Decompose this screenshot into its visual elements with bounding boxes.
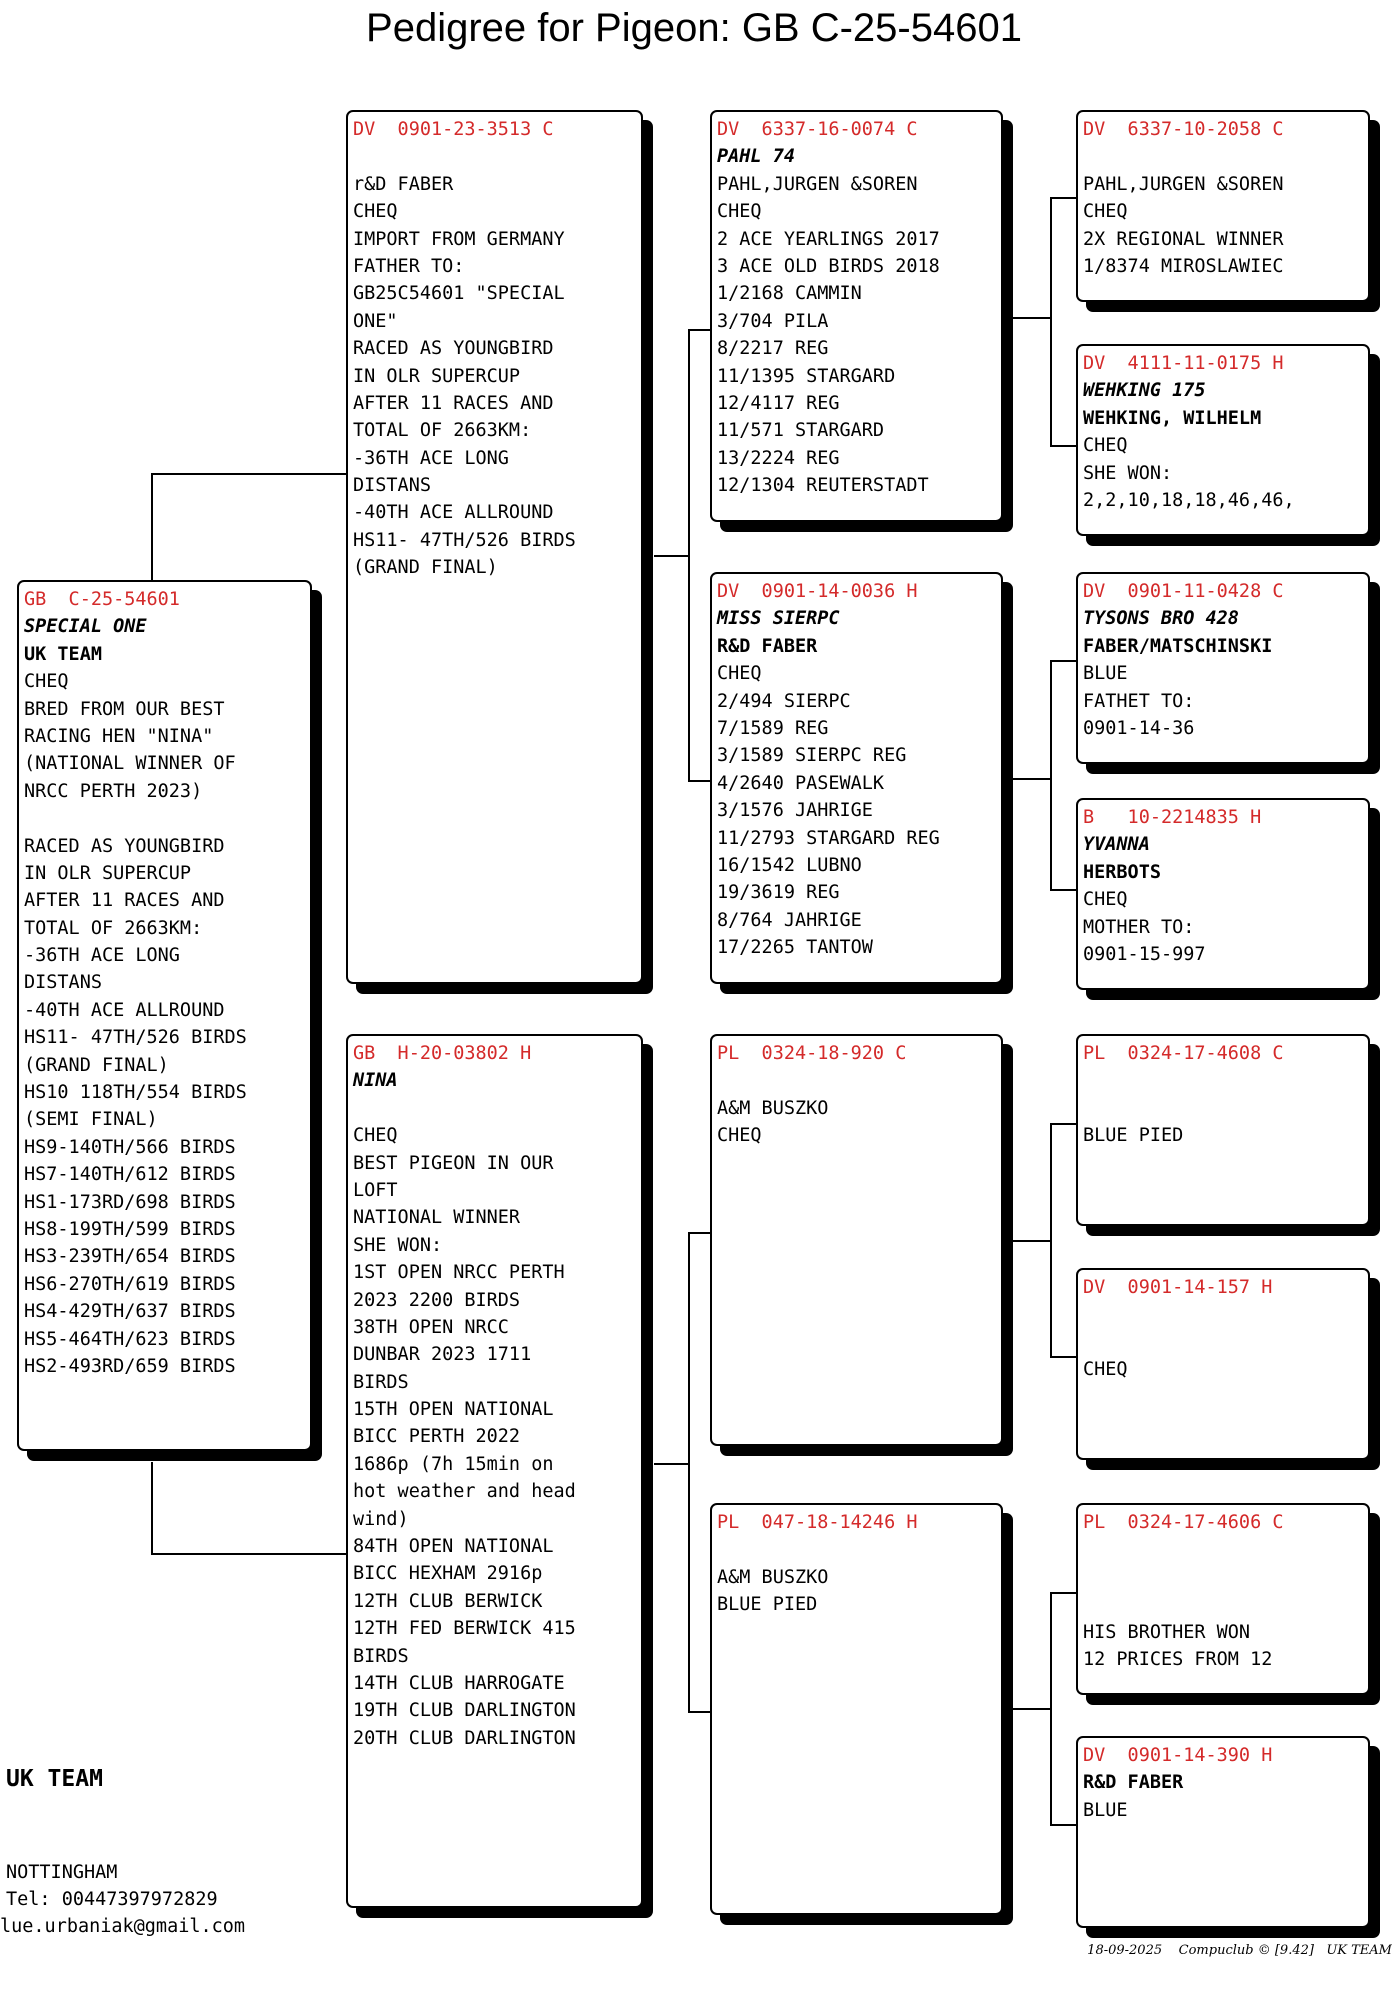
pigeon-card-dam-sire <box>710 1034 1003 1446</box>
footer-credit: 18-09-2025 Compuclub © [9.42] UK TEAM <box>1087 1943 1392 1958</box>
ring-number: DV 0901-14-390 H <box>1083 1745 1273 1766</box>
info-line: 16/1542 LUBNO <box>717 854 862 876</box>
info-line: 12/4117 REG <box>717 392 840 414</box>
connector <box>1050 1356 1076 1358</box>
info-line: IMPORT FROM GERMANY <box>353 228 565 250</box>
info-line: 38TH OPEN NRCC <box>353 1316 509 1338</box>
info-line: RACING HEN "NINA" <box>24 725 214 747</box>
info-line: HS5-464TH/623 BIRDS <box>24 1328 236 1350</box>
info-line: CHEQ <box>1083 889 1128 911</box>
info-line: SHE WON: <box>1083 462 1173 484</box>
info-line: 0901-15-997 <box>1083 943 1206 965</box>
connector <box>1050 1123 1076 1125</box>
connector <box>654 1463 688 1465</box>
info-line: DUNBAR 2023 1711 <box>353 1344 532 1366</box>
info-line: -36TH ACE LONG <box>353 447 509 469</box>
connector <box>1050 1592 1052 1825</box>
ring-number: GB H-20-03802 H <box>353 1043 532 1064</box>
pigeon-card-sds <box>1076 572 1370 764</box>
connector <box>1013 317 1050 319</box>
info-line: CHEQ <box>717 201 762 223</box>
info-line: HS11- 47TH/526 BIRDS <box>24 1027 247 1049</box>
connector <box>1050 197 1052 446</box>
breeder: R&D FABER <box>717 635 818 657</box>
info-line: HS9-140TH/566 BIRDS <box>24 1136 236 1158</box>
info-line: -36TH ACE LONG <box>24 945 180 967</box>
pigeon-card-dss <box>1076 1034 1370 1226</box>
info-line: 11/571 STARGARD <box>717 420 885 442</box>
info-line: BEST PIGEON IN OUR <box>353 1152 554 1174</box>
connector <box>688 780 710 782</box>
connector <box>151 1553 346 1555</box>
info-line: 3/1576 JAHRIGE <box>717 800 873 822</box>
connector <box>1050 1824 1076 1826</box>
connector <box>1050 660 1076 662</box>
info-line: HS10 118TH/554 BIRDS <box>24 1082 247 1104</box>
info-line: HS3-239TH/654 BIRDS <box>24 1246 236 1268</box>
info-line: BLUE <box>1083 1799 1128 1821</box>
ring-number: PL 0324-18-920 C <box>717 1043 907 1064</box>
info-line: IN OLR SUPERCUP <box>24 862 192 884</box>
info-line: CHEQ <box>353 1125 398 1147</box>
connector <box>688 329 710 331</box>
pigeon-card-sdd <box>1076 798 1370 990</box>
info-line: NRCC PERTH 2023) <box>24 780 203 802</box>
info-line: wind) <box>353 1508 409 1530</box>
breeder: HERBOTS <box>1083 861 1161 883</box>
info-line: BIRDS <box>353 1645 409 1667</box>
page-title: Pedigree for Pigeon: GB C-25-54601 <box>366 6 1022 50</box>
info-line: CHEQ <box>353 201 398 223</box>
info-line <box>717 1067 996 1094</box>
info-line: (GRAND FINAL) <box>353 557 498 579</box>
info-line: 12/1304 REUTERSTADT <box>717 475 929 497</box>
info-line: 1/2168 CAMMIN <box>717 283 862 305</box>
info-line: HS11- 47TH/526 BIRDS <box>353 529 576 551</box>
info-line: hot weather and head <box>353 1481 576 1503</box>
connector <box>688 1232 710 1234</box>
info-line: -40TH ACE ALLROUND <box>24 999 225 1021</box>
info-line: 12 PRICES FROM 12 <box>1083 1648 1273 1670</box>
pigeon-name: TYSONS BRO 428 <box>1083 608 1239 630</box>
info-line <box>353 143 636 170</box>
info-line <box>1083 1095 1363 1122</box>
connector <box>688 329 690 781</box>
pigeon-name: WEHKING 175 <box>1083 380 1206 402</box>
connector <box>1050 197 1076 199</box>
info-line: TOTAL OF 2663KM: <box>24 917 203 939</box>
pigeon-card-dsd <box>1076 1268 1370 1460</box>
pigeon-name: MISS SIERPC <box>717 608 840 630</box>
info-line: BICC PERTH 2022 <box>353 1426 521 1448</box>
ring-number: DV 6337-16-0074 C <box>717 119 918 140</box>
info-line: 12TH FED BERWICK 415 <box>353 1618 576 1640</box>
connector <box>688 1232 690 1712</box>
info-line: IN OLR SUPERCUP <box>353 365 521 387</box>
pigeon-card-sss <box>1076 110 1370 302</box>
info-line: 0901-14-36 <box>1083 717 1195 739</box>
connector <box>1013 778 1050 780</box>
pigeon-name: YVANNA <box>1083 834 1150 856</box>
info-line: ONE" <box>353 310 398 332</box>
info-line <box>1083 1067 1363 1094</box>
info-line: 14TH CLUB HARROGATE <box>353 1672 565 1694</box>
info-line: (SEMI FINAL) <box>24 1109 158 1131</box>
info-line: (GRAND FINAL) <box>24 1054 169 1076</box>
ring-number: DV 4111-11-0175 H <box>1083 353 1284 374</box>
info-line: CHEQ <box>1083 1359 1128 1381</box>
connector <box>1050 889 1076 891</box>
connector <box>1050 445 1076 447</box>
info-line: BICC HEXHAM 2916p <box>353 1563 543 1585</box>
info-line: PAHL,JURGEN &SOREN <box>717 173 918 195</box>
info-line: CHEQ <box>717 1125 762 1147</box>
info-line: RACED AS YOUNGBIRD <box>353 338 554 360</box>
info-line: 2/494 SIERPC <box>717 690 851 712</box>
info-line: DISTANS <box>24 972 102 994</box>
info-line: FATHER TO: <box>353 255 465 277</box>
info-line: 13/2224 REG <box>717 447 840 469</box>
info-line: 3/704 PILA <box>717 310 829 332</box>
info-line <box>1083 1536 1363 1563</box>
info-line: 1ST OPEN NRCC PERTH <box>353 1262 565 1284</box>
info-line: NATIONAL WINNER <box>353 1207 521 1229</box>
info-line <box>1083 1301 1363 1328</box>
info-line <box>1083 1591 1363 1618</box>
owner-name: UK TEAM <box>6 1766 103 1792</box>
info-line: RACED AS YOUNGBIRD <box>24 835 225 857</box>
info-line <box>24 805 305 832</box>
info-line: 1/8374 MIROSLAWIEC <box>1083 255 1284 277</box>
connector <box>1050 1592 1076 1594</box>
pigeon-name: PAHL 74 <box>717 146 795 168</box>
pigeon-card-sire-sire <box>710 110 1003 522</box>
info-line: HS6-270TH/619 BIRDS <box>24 1273 236 1295</box>
info-line: HS1-173RD/698 BIRDS <box>24 1191 236 1213</box>
pigeon-name: NINA <box>353 1070 398 1092</box>
info-line: 15TH OPEN NATIONAL <box>353 1399 554 1421</box>
info-line: BLUE PIED <box>1083 1125 1184 1147</box>
info-line: 3/1589 SIERPC REG <box>717 745 907 767</box>
info-line: LOFT <box>353 1179 398 1201</box>
ring-number: DV 0901-14-157 H <box>1083 1277 1273 1298</box>
info-line: A&M BUSZKO <box>717 1566 829 1588</box>
info-line: 8/764 JAHRIGE <box>717 909 862 931</box>
info-line: 3 ACE OLD BIRDS 2018 <box>717 255 940 277</box>
info-line: BIRDS <box>353 1371 409 1393</box>
ring-number: DV 6337-10-2058 C <box>1083 119 1284 140</box>
info-line: HS2-493RD/659 BIRDS <box>24 1355 236 1377</box>
info-line: DISTANS <box>353 475 431 497</box>
connector <box>151 473 153 581</box>
connector <box>151 1462 153 1554</box>
pigeon-card-sire-dam <box>710 572 1003 984</box>
owner-email: lue.urbaniak@gmail.com <box>0 1916 246 1937</box>
info-line: MOTHER TO: <box>1083 916 1195 938</box>
info-line <box>1083 143 1363 170</box>
info-line: BLUE PIED <box>717 1594 818 1616</box>
info-line: CHEQ <box>1083 201 1128 223</box>
ring-number: DV 0901-14-0036 H <box>717 581 918 602</box>
info-line: AFTER 11 RACES AND <box>353 392 554 414</box>
info-line: 11/1395 STARGARD <box>717 365 896 387</box>
info-line: BRED FROM OUR BEST <box>24 698 225 720</box>
ring-number: B 10-2214835 H <box>1083 807 1262 828</box>
connector <box>654 555 688 557</box>
info-line: 19TH CLUB DARLINGTON <box>353 1700 576 1722</box>
info-line: 2 ACE YEARLINGS 2017 <box>717 228 940 250</box>
info-line: PAHL,JURGEN &SOREN <box>1083 173 1284 195</box>
info-line: 8/2217 REG <box>717 338 829 360</box>
info-line: BLUE <box>1083 663 1128 685</box>
info-line: 1686p (7h 15min on <box>353 1453 554 1475</box>
pigeon-card-subject <box>17 580 312 1451</box>
info-line: 84TH OPEN NATIONAL <box>353 1536 554 1558</box>
info-line <box>1083 1564 1363 1591</box>
info-line: CHEQ <box>717 663 762 685</box>
info-line: 7/1589 REG <box>717 717 829 739</box>
info-line: HS7-140TH/612 BIRDS <box>24 1164 236 1186</box>
info-line: 17/2265 TANTOW <box>717 937 873 959</box>
info-line: GB25C54601 "SPECIAL <box>353 283 565 305</box>
info-line: 4/2640 PASEWALK <box>717 772 885 794</box>
info-line: HS8-199TH/599 BIRDS <box>24 1218 236 1240</box>
pigeon-card-sire <box>346 110 643 984</box>
owner-city: NOTTINGHAM <box>6 1862 118 1883</box>
breeder: UK TEAM <box>24 643 102 665</box>
owner-phone: Tel: 00447397972829 <box>6 1889 218 1910</box>
info-line: 2X REGIONAL WINNER <box>1083 228 1284 250</box>
connector <box>688 1711 710 1713</box>
ring-number: PL 0324-17-4608 C <box>1083 1043 1284 1064</box>
breeder: WEHKING, WILHELM <box>1083 407 1262 429</box>
info-line <box>717 1536 996 1563</box>
pigeon-name: SPECIAL ONE <box>24 616 147 638</box>
pigeon-card-ddd <box>1076 1736 1370 1928</box>
connector <box>1013 1708 1050 1710</box>
info-line: 12TH CLUB BERWICK <box>353 1590 543 1612</box>
ring-number: PL 047-18-14246 H <box>717 1512 918 1533</box>
info-line: FATHET TO: <box>1083 690 1195 712</box>
breeder: FABER/MATSCHINSKI <box>1083 635 1273 657</box>
info-line <box>353 1095 636 1122</box>
info-line: A&M BUSZKO <box>717 1097 829 1119</box>
info-line: TOTAL OF 2663KM: <box>353 420 532 442</box>
pigeon-card-dam-dam <box>710 1503 1003 1915</box>
info-line: 11/2793 STARGARD REG <box>717 827 940 849</box>
info-line: HIS BROTHER WON <box>1083 1621 1251 1643</box>
info-line: SHE WON: <box>353 1234 443 1256</box>
pigeon-card-dam <box>346 1034 643 1908</box>
ring-number: GB C-25-54601 <box>24 589 180 610</box>
connector <box>1050 660 1052 890</box>
info-line: 20TH CLUB DARLINGTON <box>353 1727 576 1749</box>
info-line: AFTER 11 RACES AND <box>24 890 225 912</box>
info-line: 2,2,10,18,18,46,46, <box>1083 489 1295 511</box>
pigeon-card-dds <box>1076 1503 1370 1695</box>
info-line <box>1083 1329 1363 1356</box>
info-line: CHEQ <box>24 671 69 693</box>
info-line: HS4-429TH/637 BIRDS <box>24 1301 236 1323</box>
connector <box>1050 1123 1052 1357</box>
ring-number: DV 0901-23-3513 C <box>353 119 554 140</box>
info-line: r&D FABER <box>353 173 454 195</box>
pigeon-card-ssd <box>1076 344 1370 536</box>
info-line: -40TH ACE ALLROUND <box>353 502 554 524</box>
info-line: (NATIONAL WINNER OF <box>24 753 236 775</box>
ring-number: PL 0324-17-4606 C <box>1083 1512 1284 1533</box>
info-line: 19/3619 REG <box>717 882 840 904</box>
info-line: 2023 2200 BIRDS <box>353 1289 521 1311</box>
connector <box>151 473 346 475</box>
connector <box>1013 1240 1050 1242</box>
breeder: R&D FABER <box>1083 1772 1184 1794</box>
info-line: CHEQ <box>1083 435 1128 457</box>
ring-number: DV 0901-11-0428 C <box>1083 581 1284 602</box>
